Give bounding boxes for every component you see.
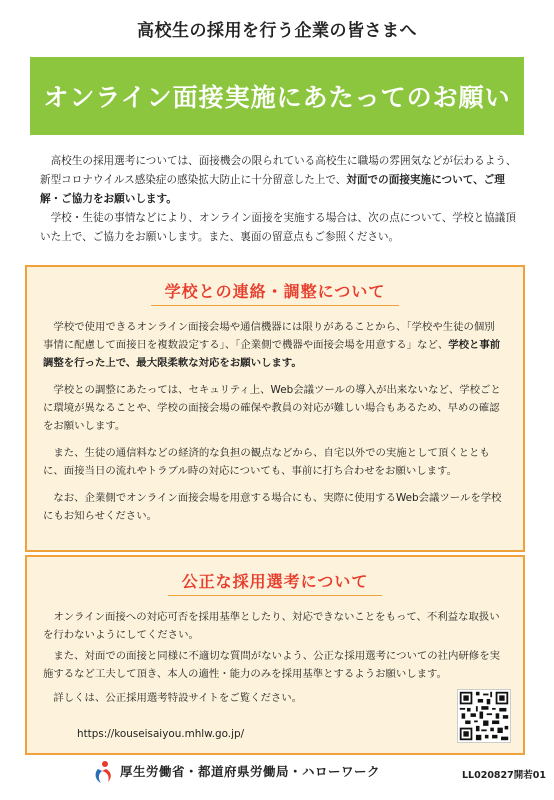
qr-code-icon[interactable] bbox=[457, 689, 511, 743]
school-coordination-body bbox=[43, 318, 505, 525]
school-coordination-box bbox=[25, 265, 525, 552]
section2-paragraph-3: 詳しくは、公正採用選考特設サイトをご覧ください。 bbox=[53, 692, 303, 704]
ministry-logo-icon bbox=[92, 759, 114, 785]
fair-selection-title: 公正な採用選考について bbox=[168, 569, 383, 596]
section1-paragraph-1: 学校で使用できるオンライン面接会場や通信機器には限りがあることから、「学校や生徒の個別事情に配慮して面接日を複数設定する」、「企業側で機器や面接会場を用意する」など、学校と事前調整を行った上で、最大限柔軟な対応をお願いします。 bbox=[43, 321, 501, 369]
section2-paragraph-1: オンライン面接への対応可否を採用基準としたり、対応できないことをもって、不利益な取扱いを行わないようにしてください。 bbox=[43, 611, 500, 641]
document-code: LL020827開若01 bbox=[462, 770, 546, 781]
section2-paragraph-2: また、対面での面接と同様に不適切な質問がないよう、公正な採用選考についての社内研修を実施するなど工夫して頂き、本人の適性・能力のみを採用基準とするようお願いします。 bbox=[43, 650, 500, 680]
audience-heading: 高校生の採用を行う企業の皆さまへ bbox=[137, 21, 417, 41]
section1-paragraph-2: 学校との調整にあたっては、セキュリティ上、Web会議ツールの導入が出来ないなど、学校ごとに環境が異なることや、学校の面接会場の確保や教員の対応が難しい場合もあるため、早めの確認をお願いします。 bbox=[43, 384, 501, 432]
fair-selection-box bbox=[25, 555, 525, 755]
footer bbox=[0, 759, 554, 789]
intro-paragraph-2: 学校・生徒の事情などにより、オンライン面接を実施する場合は、次の点について、学校と協議頂いた上で、ご協力をお願いします。また、裏面の留意点もご参照ください。 bbox=[40, 212, 516, 243]
intro-emphasis: 対面での面接実施について、ご理解・ご協力をお願いします。 bbox=[40, 174, 505, 205]
section1-paragraph-4: なお、企業側でオンライン面接会場を用意する場合にも、実際に使用するWeb会議ツールを学校にもお知らせください。 bbox=[43, 492, 502, 522]
intro-paragraph-1: 高校生の採用選考については、面接機会の限られている高校生に職場の雰囲気などが伝わるよう、新型コロナウイルス感染症の感染拡大防止に十分留意した上で、対面での面接実施について、ご理解・ご協力をお願いします。 bbox=[40, 155, 517, 205]
intro-text bbox=[40, 152, 518, 247]
organization-name: 厚生労働省・都道府県労働局・ハローワーク bbox=[120, 764, 381, 779]
section1-paragraph-3: また、生徒の通信料などの経済的な負担の観点などから、自宅以外での実施として頂くとともに、面接当日の流れやトラブル時の対応についても、事前に打ち合わせをお願いします。 bbox=[43, 447, 490, 477]
fair-selection-site-link[interactable]: https://kouseisaiyou.mhlw.go.jp/ bbox=[77, 728, 245, 740]
section1-emphasis: 学校と事前調整を行った上で、最大限柔軟な対応をお願いします。 bbox=[43, 339, 501, 369]
school-coordination-title: 学校との連絡・調整について bbox=[151, 279, 400, 306]
fair-selection-body bbox=[43, 608, 505, 707]
page-title: オンライン面接実施にあたってのお願い bbox=[43, 83, 511, 112]
title-banner bbox=[30, 57, 524, 135]
